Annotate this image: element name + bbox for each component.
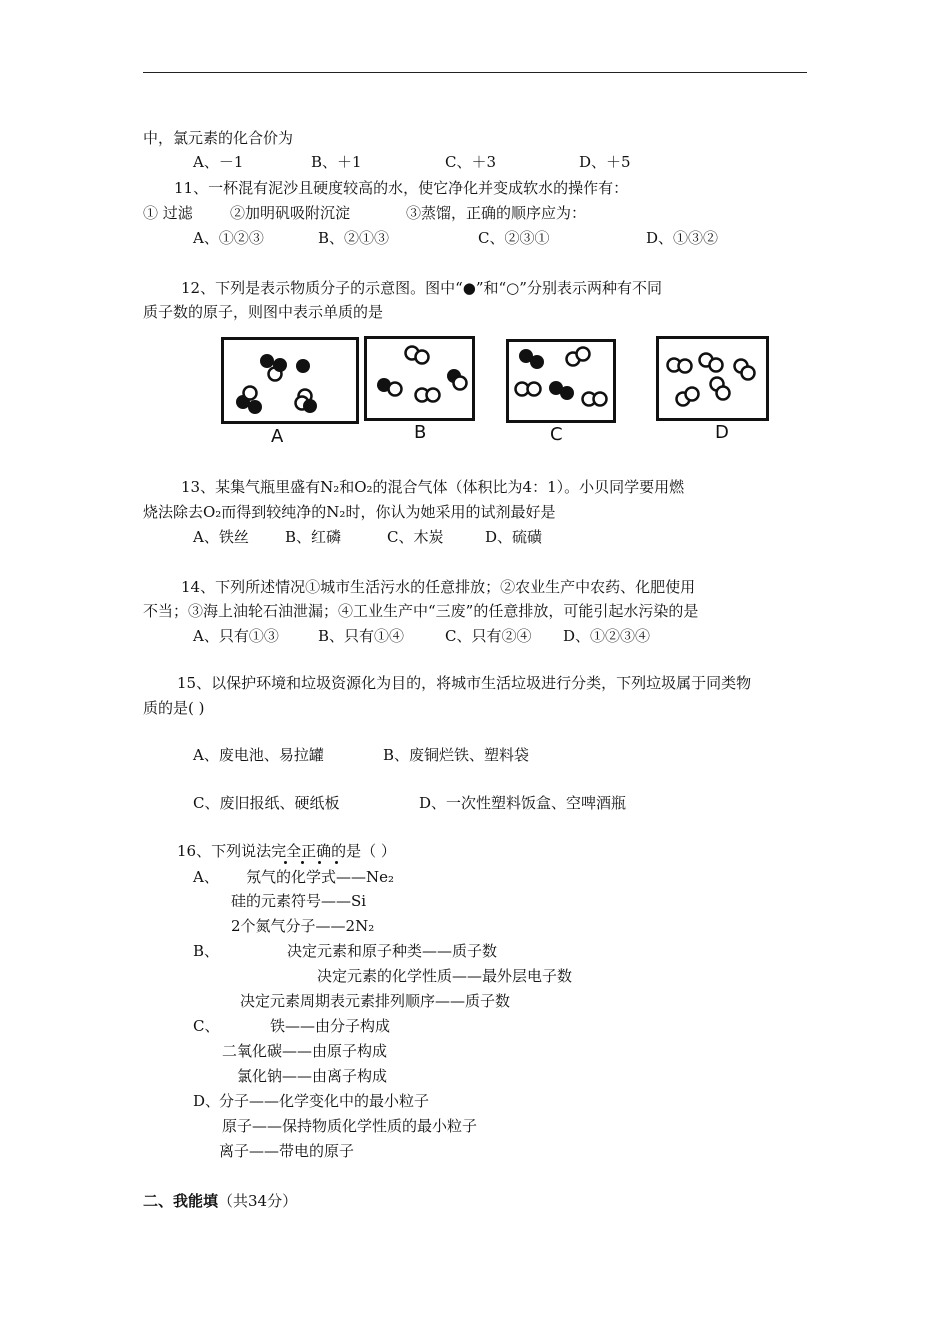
q11-stem: 11、一杯混有泥沙且硬度较高的水，使它净化并变成软水的操作有： bbox=[174, 179, 629, 197]
q11-option-d: D、①③② bbox=[646, 229, 719, 247]
q16-a-line-3: 2个氮气分子——2N₂ bbox=[231, 917, 375, 935]
q15-option-a: A、废电池、易拉罐 bbox=[193, 746, 324, 764]
q11-step-3: ③蒸馏，正确的顺序应为： bbox=[406, 204, 587, 222]
q16-a-line-2: 硅的元素符号——Si bbox=[231, 892, 367, 910]
molecule-diagram-b bbox=[367, 339, 472, 418]
molecule-box-d bbox=[656, 336, 769, 421]
light-atom bbox=[528, 383, 541, 396]
molecule-box-a bbox=[221, 337, 359, 424]
molecule-label-b: B bbox=[414, 422, 427, 443]
q16-c-line-3: 氯化钠——由离子构成 bbox=[237, 1067, 388, 1085]
q10-option-c: C、＋3 bbox=[445, 153, 497, 171]
q16-c-line-1: 铁——由分子构成 bbox=[270, 1017, 391, 1035]
q16-c-label: C、 bbox=[193, 1017, 220, 1035]
q16-d-line-2: 原子——保持物质化学性质的最小粒子 bbox=[222, 1117, 478, 1135]
q16-stem: 16、下列说法完全正确的是（ ） bbox=[177, 842, 396, 860]
molecule-diagram-c bbox=[509, 342, 613, 420]
q13-option-c: C、木炭 bbox=[387, 528, 444, 546]
section-title: 二、我能填 bbox=[143, 1192, 219, 1210]
light-atom bbox=[244, 387, 257, 400]
q13-line-2: 烧法除去O₂而得到较纯净的N₂时，你认为她采用的试剂最好是 bbox=[143, 503, 556, 521]
q12-line-1: 12、下列是表示物质分子的示意图。图中“●”和“○”分别表示两种有不同 bbox=[181, 279, 662, 297]
dark-atom bbox=[530, 355, 544, 369]
q15-line-2: 质的是( ) bbox=[143, 699, 205, 717]
q11-option-c: C、②③① bbox=[478, 229, 550, 247]
q16-c-line-2: 二氧化碳——由原子构成 bbox=[222, 1042, 388, 1060]
molecule-diagram-a bbox=[224, 340, 356, 421]
q13-option-d: D、硫磺 bbox=[485, 528, 543, 546]
q13-option-a: A、铁丝 bbox=[193, 528, 249, 546]
q10-tail: 中，氯元素的化合价为 bbox=[143, 129, 294, 147]
dark-atom bbox=[296, 359, 310, 373]
q16-a-line-1: 氖气的化学式——Ne₂ bbox=[246, 868, 395, 886]
q14-line-1: 14、下列所述情况①城市生活污水的任意排放；②农业生产中农药、化肥使用 bbox=[181, 578, 696, 596]
q14-option-c: C、只有②④ bbox=[445, 627, 532, 645]
q15-option-d: D、一次性塑料饭盒、空啤酒瓶 bbox=[419, 794, 627, 812]
light-atom bbox=[679, 360, 692, 373]
q11-option-b: B、②①③ bbox=[318, 229, 390, 247]
q10-option-d: D、＋5 bbox=[579, 153, 631, 171]
q12-line-2: 质子数的原子，则图中表示单质的是 bbox=[143, 303, 384, 321]
light-atom bbox=[416, 351, 429, 364]
dark-atom bbox=[248, 400, 262, 414]
q15-option-b: B、废铜烂铁、塑料袋 bbox=[383, 746, 530, 764]
q15-option-c: C、废旧报纸、硬纸板 bbox=[193, 794, 340, 812]
molecule-diagram-d bbox=[659, 339, 766, 418]
molecule-box-c bbox=[506, 339, 616, 423]
section-heading bbox=[143, 1191, 297, 1211]
q10-option-b: B、＋1 bbox=[311, 153, 362, 171]
dark-atom bbox=[260, 354, 274, 368]
q16-d-line-1: 分子——化学变化中的最小粒子 bbox=[219, 1092, 430, 1110]
q14-option-b: B、只有①④ bbox=[318, 627, 405, 645]
q16-b-line-2: 决定元素的化学性质——最外层电子数 bbox=[317, 967, 573, 985]
molecule-label-c: C bbox=[550, 424, 563, 445]
q15-line-1: 15、以保护环境和垃圾资源化为目的，将城市生活垃圾进行分类，下列垃圾属于同类物 bbox=[177, 674, 752, 692]
dark-atom bbox=[273, 358, 287, 372]
q11-step-1: ① 过滤 bbox=[143, 204, 193, 222]
light-atom bbox=[427, 389, 440, 402]
q13-option-b: B、红磷 bbox=[285, 528, 342, 546]
molecule-label-d: D bbox=[715, 422, 729, 443]
section-score: （共34分） bbox=[218, 1192, 298, 1210]
q14-option-d: D、①②③④ bbox=[563, 627, 651, 645]
dark-atom bbox=[560, 386, 574, 400]
q16-b-label: B、 bbox=[193, 942, 220, 960]
light-atom bbox=[717, 387, 730, 400]
q16-d-label: D、 bbox=[193, 1092, 221, 1110]
q11-step-2: ②加明矾吸附沉淀 bbox=[230, 204, 351, 222]
light-atom bbox=[742, 367, 755, 380]
light-atom bbox=[710, 359, 723, 372]
light-atom bbox=[594, 393, 607, 406]
q16-d-line-3: 离子——带电的原子 bbox=[219, 1142, 355, 1160]
q11-option-a: A、①②③ bbox=[193, 229, 264, 247]
q13-line-1: 13、某集气瓶里盛有N₂和O₂的混合气体（体积比为4：1）。小贝同学要用燃 bbox=[181, 478, 685, 496]
light-atom bbox=[686, 388, 699, 401]
q10-option-a: A、－1 bbox=[193, 153, 244, 171]
molecule-box-b bbox=[364, 336, 475, 421]
q16-b-line-1: 决定元素和原子种类——质子数 bbox=[287, 942, 498, 960]
light-atom bbox=[389, 383, 402, 396]
q14-option-a: A、只有①③ bbox=[193, 627, 279, 645]
q16-b-line-3: 决定元素周期表元素排列顺序——质子数 bbox=[240, 992, 511, 1010]
light-atom bbox=[454, 377, 467, 390]
header-rule bbox=[143, 72, 807, 73]
light-atom bbox=[577, 348, 590, 361]
q14-line-2: 不当；③海上油轮石油泄漏；④工业生产中“三废”的任意排放，可能引起水污染的是 bbox=[143, 602, 699, 620]
dark-atom bbox=[303, 399, 317, 413]
molecule-label-a: A bbox=[271, 426, 284, 447]
q16-a-label: A、 bbox=[193, 868, 219, 886]
